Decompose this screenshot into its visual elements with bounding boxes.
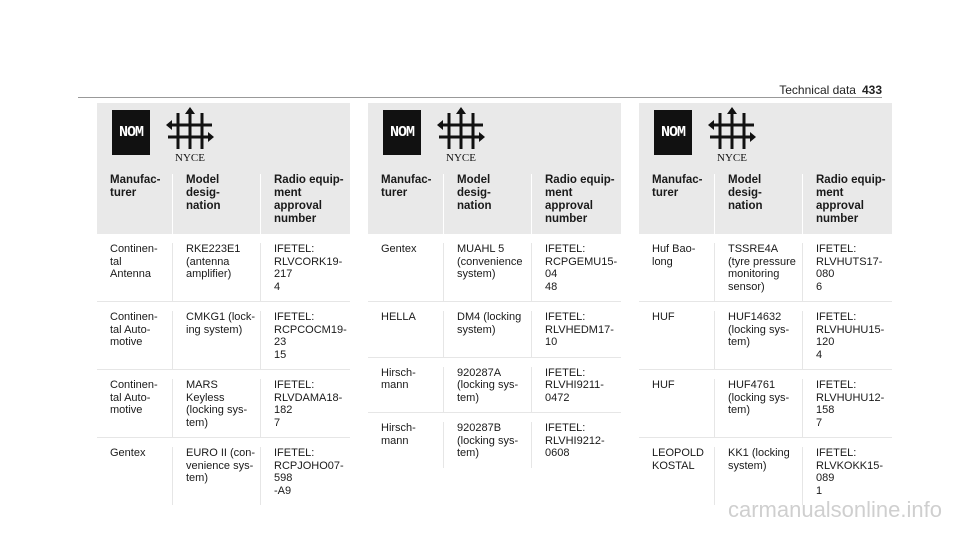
logo-band [97, 103, 350, 168]
table-row [97, 438, 350, 505]
cell-model: CMKG1 (lock- ing system) [172, 311, 260, 369]
watermark: carmanualsonline.info [727, 497, 942, 522]
table-row [639, 302, 892, 370]
cell-radio: IFETEL: RLVHUTS17-080 6 [802, 243, 892, 301]
cell-radio: IFETEL: RLVDAMA18-182 7 [260, 379, 350, 437]
svg-text:NYCE: NYCE [446, 152, 476, 163]
cell-manufacturer: HUF [652, 379, 675, 391]
logo-band [368, 103, 621, 168]
cell-manufacturer: Gentex [110, 447, 146, 459]
cell-model: TSSRE4A (tyre pressure monitoring sensor) [714, 243, 802, 301]
header-radio: Radio equip- ment approval number [260, 174, 350, 234]
cell-model: HUF4761 (locking sys- tem) [714, 379, 802, 437]
table-row [639, 370, 892, 438]
cell-radio: IFETEL: RLVHUHU12-158 7 [802, 379, 892, 437]
cell-manufacturer: Continen- tal Antenna [110, 243, 158, 280]
header-radio: Radio equip- ment approval number [531, 174, 621, 234]
approval-table [368, 103, 621, 468]
nyce-logo [164, 107, 216, 163]
table-row [97, 234, 350, 302]
cell-manufacturer: Continen- tal Auto- motive [110, 311, 158, 348]
page-header [779, 83, 882, 97]
cell-model: 920287A (locking sys- tem) [443, 367, 531, 413]
header-manufacturer: Manufac- turer [381, 174, 432, 199]
nom-logo: NOM [654, 110, 692, 155]
cell-radio: IFETEL: RLVKOKK15-089 1 [802, 447, 892, 505]
cell-radio: IFETEL: RLVHI9212-0608 [531, 422, 621, 468]
table-row [368, 234, 621, 302]
table-row [97, 302, 350, 370]
nyce-logo [435, 107, 487, 163]
cell-radio: IFETEL: RLVHUHU15-120 4 [802, 311, 892, 369]
table-row [368, 302, 621, 358]
nom-logo: NOM [383, 110, 421, 155]
header-model: Model desig- nation [714, 174, 802, 234]
table-row [368, 358, 621, 414]
cell-radio: IFETEL: RCPCOCM19-23 15 [260, 311, 350, 369]
cell-radio: IFETEL: RCPJOHO07-598 -A9 [260, 447, 350, 505]
cell-radio: IFETEL: RLVCORK19-217 4 [260, 243, 350, 301]
cell-model: MARS Keyless (locking sys- tem) [172, 379, 260, 437]
header-radio: Radio equip- ment approval number [802, 174, 892, 234]
logo-band [639, 103, 892, 168]
cell-model: 920287B (locking sys- tem) [443, 422, 531, 468]
cell-radio: IFETEL: RCPGEMU15-04 48 [531, 243, 621, 301]
cell-model: DM4 (locking system) [443, 311, 531, 357]
page-number: 433 [861, 83, 882, 97]
nom-logo: NOM [112, 110, 150, 155]
column-header-row [639, 168, 892, 234]
header-manufacturer: Manufac- turer [110, 174, 161, 199]
cell-model: EURO II (con- venience sys- tem) [172, 447, 260, 505]
approval-table [639, 103, 892, 505]
table-row [639, 234, 892, 302]
svg-text:NYCE: NYCE [717, 152, 747, 163]
table-row [368, 413, 621, 468]
cell-manufacturer: Continen- tal Auto- motive [110, 379, 158, 416]
nyce-logo [706, 107, 758, 163]
cell-manufacturer: HUF [652, 311, 675, 323]
cell-manufacturer: HELLA [381, 311, 416, 323]
cell-manufacturer: Hirsch- mann [381, 366, 416, 391]
cell-model: RKE223E1 (antenna amplifier) [172, 243, 260, 301]
cell-manufacturer: LEOPOLD KOSTAL [652, 447, 704, 472]
cell-radio: IFETEL: RLVHEDM17-10 [531, 311, 621, 357]
svg-text:NYCE: NYCE [175, 152, 205, 163]
column-header-row [97, 168, 350, 234]
cell-radio: IFETEL: RLVHI9211-0472 [531, 367, 621, 413]
header-manufacturer: Manufac- turer [652, 174, 703, 199]
cell-model: MUAHL 5 (convenience system) [443, 243, 531, 301]
table-row [639, 438, 892, 505]
header-model: Model desig- nation [172, 174, 260, 234]
cell-manufacturer: Hirsch- mann [381, 422, 416, 447]
cell-manufacturer: Huf Bao- long [652, 243, 696, 268]
cell-manufacturer: Gentex [381, 243, 417, 255]
table-row [97, 370, 350, 438]
section-title: Technical data [779, 83, 856, 97]
header-rule [78, 97, 882, 98]
cell-model: HUF14632 (locking sys- tem) [714, 311, 802, 369]
cell-model: KK1 (locking system) [714, 447, 802, 505]
column-header-row [368, 168, 621, 234]
approval-table [97, 103, 350, 505]
header-model: Model desig- nation [443, 174, 531, 234]
